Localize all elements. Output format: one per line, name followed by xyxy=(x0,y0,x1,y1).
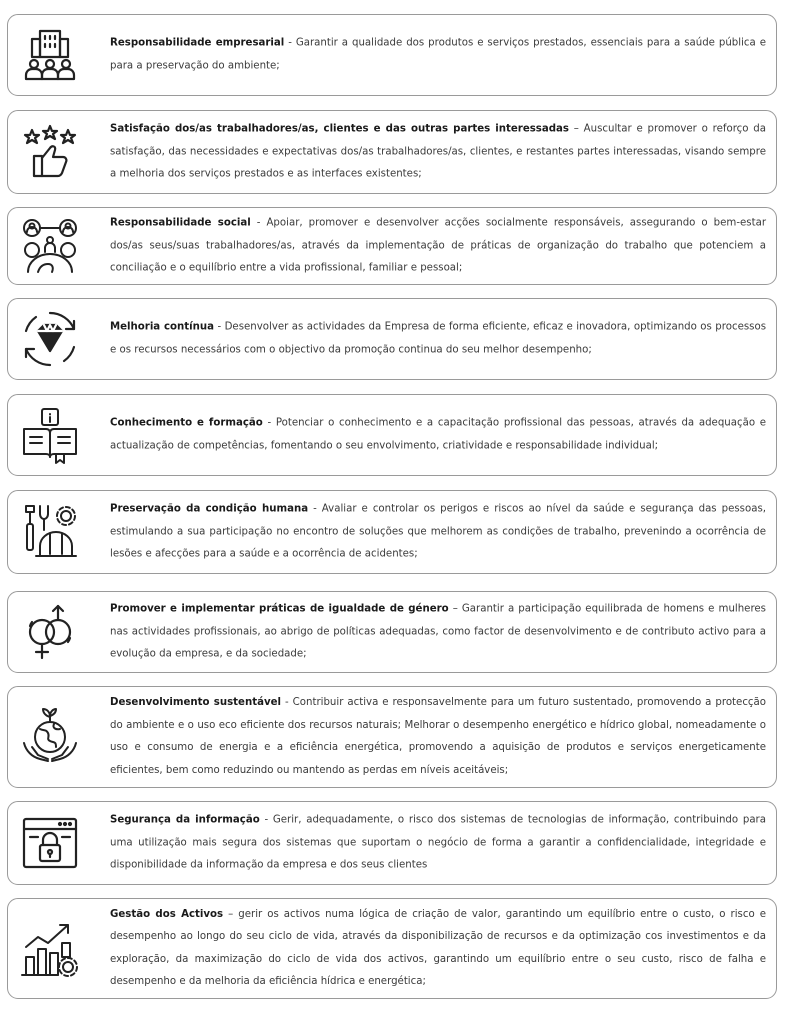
card-text xyxy=(110,33,766,78)
card-body: Garantir a qualidade dos produtos e serviços prestados, essenciais para a saúde pública e para a preservação do ambiente; xyxy=(110,37,766,71)
card-title: Melhoria contínua xyxy=(110,321,214,333)
card-title: Conhecimento e formação xyxy=(110,417,263,429)
browser-lock-icon xyxy=(20,813,80,873)
chart-gear-icon xyxy=(20,919,80,979)
card-sep: – xyxy=(568,123,584,135)
policy-card xyxy=(7,207,777,285)
card-text xyxy=(110,413,766,458)
card-sep: - xyxy=(259,814,273,826)
card-title: Preservação da condição humana xyxy=(110,503,309,515)
diamond-cycle-icon xyxy=(20,309,80,369)
card-text xyxy=(110,692,766,782)
card-body: Garantir a participação equilibrada de homens e mulheres nas actividades profissionais, ao abrigo de políticas adequadas, como factor de desenvolvimento e de contributo activo para a evolução da empresa, e da sociedade; xyxy=(110,603,766,660)
policy-card xyxy=(7,110,777,194)
policy-card xyxy=(7,801,777,885)
card-text xyxy=(110,212,766,280)
card-sep: - xyxy=(284,37,296,49)
card-title: Segurança da informação xyxy=(110,814,260,826)
card-body: Apoiar, promover e desenvolver acções socialmente responsáveis, assegurando o bem-estar dos/as seus/suas trabalhadores/as, através da implementação de práticas de organização do trabalho que potenciem a conciliação e o equilíbrio entre a vida profissional, familiar e pessoal; xyxy=(110,217,767,274)
card-title: Promover e implementar práticas de igualdade de género xyxy=(110,603,449,615)
policy-card xyxy=(7,686,777,788)
card-sep: - xyxy=(308,503,322,515)
card-title: Desenvolvimento sustentável xyxy=(110,697,281,708)
building-people-icon xyxy=(20,25,80,85)
book-info-icon xyxy=(20,405,80,465)
card-text xyxy=(110,498,766,566)
card-text xyxy=(110,317,766,362)
card-sep: – xyxy=(448,603,462,615)
card-sep: - xyxy=(250,217,267,229)
people-globe-icon xyxy=(20,216,80,276)
card-text xyxy=(110,904,766,994)
policy-card xyxy=(7,490,777,574)
card-text xyxy=(110,118,766,186)
card-body: Auscultar e promover o reforço da satisfação, das necessidades e expectativas dos/as trabalhadores/as, clientes, e restantes partes interessadas, visando sempre a melhoria dos serviços prestados e as interfaces existentes; xyxy=(110,123,767,180)
card-body: Potenciar o conhecimento e a capacitação profissional das pessoas, através da adequação e actualização de competências, fomentando o seu envolvimento, criatividade e responsabilidade individual; xyxy=(110,417,766,451)
policy-card xyxy=(7,298,777,380)
policy-card xyxy=(7,14,777,96)
card-body: Desenvolver as actividades da Empresa de forma eficiente, eficaz e inovadora, optimizando os processos e os recursos necessários com o objectivo da promoção continua do seu melhor desempenho; xyxy=(110,321,766,355)
tools-helmet-icon xyxy=(20,502,80,562)
card-body: Contribuir activa e responsavelmente para um futuro sustentado, promovendo a protecção do ambiente e o uso eco eficiente dos recursos naturais; Melhorar o desempenho energético e hídrico global, nomeadamente o uso e consumo de energia e a eficiência energética, promovendo a aquisição de produtos e serviços energeticamente eficientes, bem como reduzindo ou mantendo as perdas em níveis aceitáveis; xyxy=(110,697,767,776)
card-sep: - xyxy=(281,697,293,708)
card-body: Avaliar e controlar os perigos e riscos ao nível da saúde e segurança das pessoas, estimulando a sua participação no encontro de soluções que melhorem as condições de trabalho, prevenindo a ocorrência de lesões e afecções para a saúde e a ocorrência de acidentes; xyxy=(110,503,767,560)
card-body: Gerir, adequadamente, o risco dos sistemas de tecnologias de informação, contribuindo para uma utilização mais segura dos sistemas que suportam o negócio de forma a garantir a confidencialidade, integridade e disponibilidade da informação da empresa e dos seus clientes xyxy=(110,814,766,871)
policy-card xyxy=(7,591,777,673)
card-text xyxy=(110,598,766,666)
policy-card xyxy=(7,394,777,476)
card-title: Responsabilidade empresarial xyxy=(110,37,285,49)
card-sep: - xyxy=(213,321,225,333)
card-title: Gestão dos Activos xyxy=(110,908,224,920)
hands-globe-icon xyxy=(20,707,80,767)
policy-card xyxy=(7,898,777,999)
card-title: Responsabilidade social xyxy=(110,217,251,229)
gender-symbols-icon xyxy=(20,602,80,662)
thumbs-up-stars-icon xyxy=(20,122,80,182)
card-body: gerir os activos numa lógica de criação de valor, garantindo um equilíbrio entre o custo, o risco e desempenho ao longo do seu ciclo de vida, através da disponibilização de recursos e da optimização cos investimentos e da exploração, da maximização do ciclo de vida dos activos, garantindo um equilíbrio entre o seu custo, risco de falha e desempenho e da melhoria da eficiência hídrica e energética; xyxy=(110,908,766,987)
card-title: Satisfação dos/as trabalhadores/as, clientes e das outras partes interessadas xyxy=(110,123,569,135)
card-sep: – xyxy=(223,908,239,920)
card-text xyxy=(110,809,766,877)
card-sep: - xyxy=(262,417,276,429)
